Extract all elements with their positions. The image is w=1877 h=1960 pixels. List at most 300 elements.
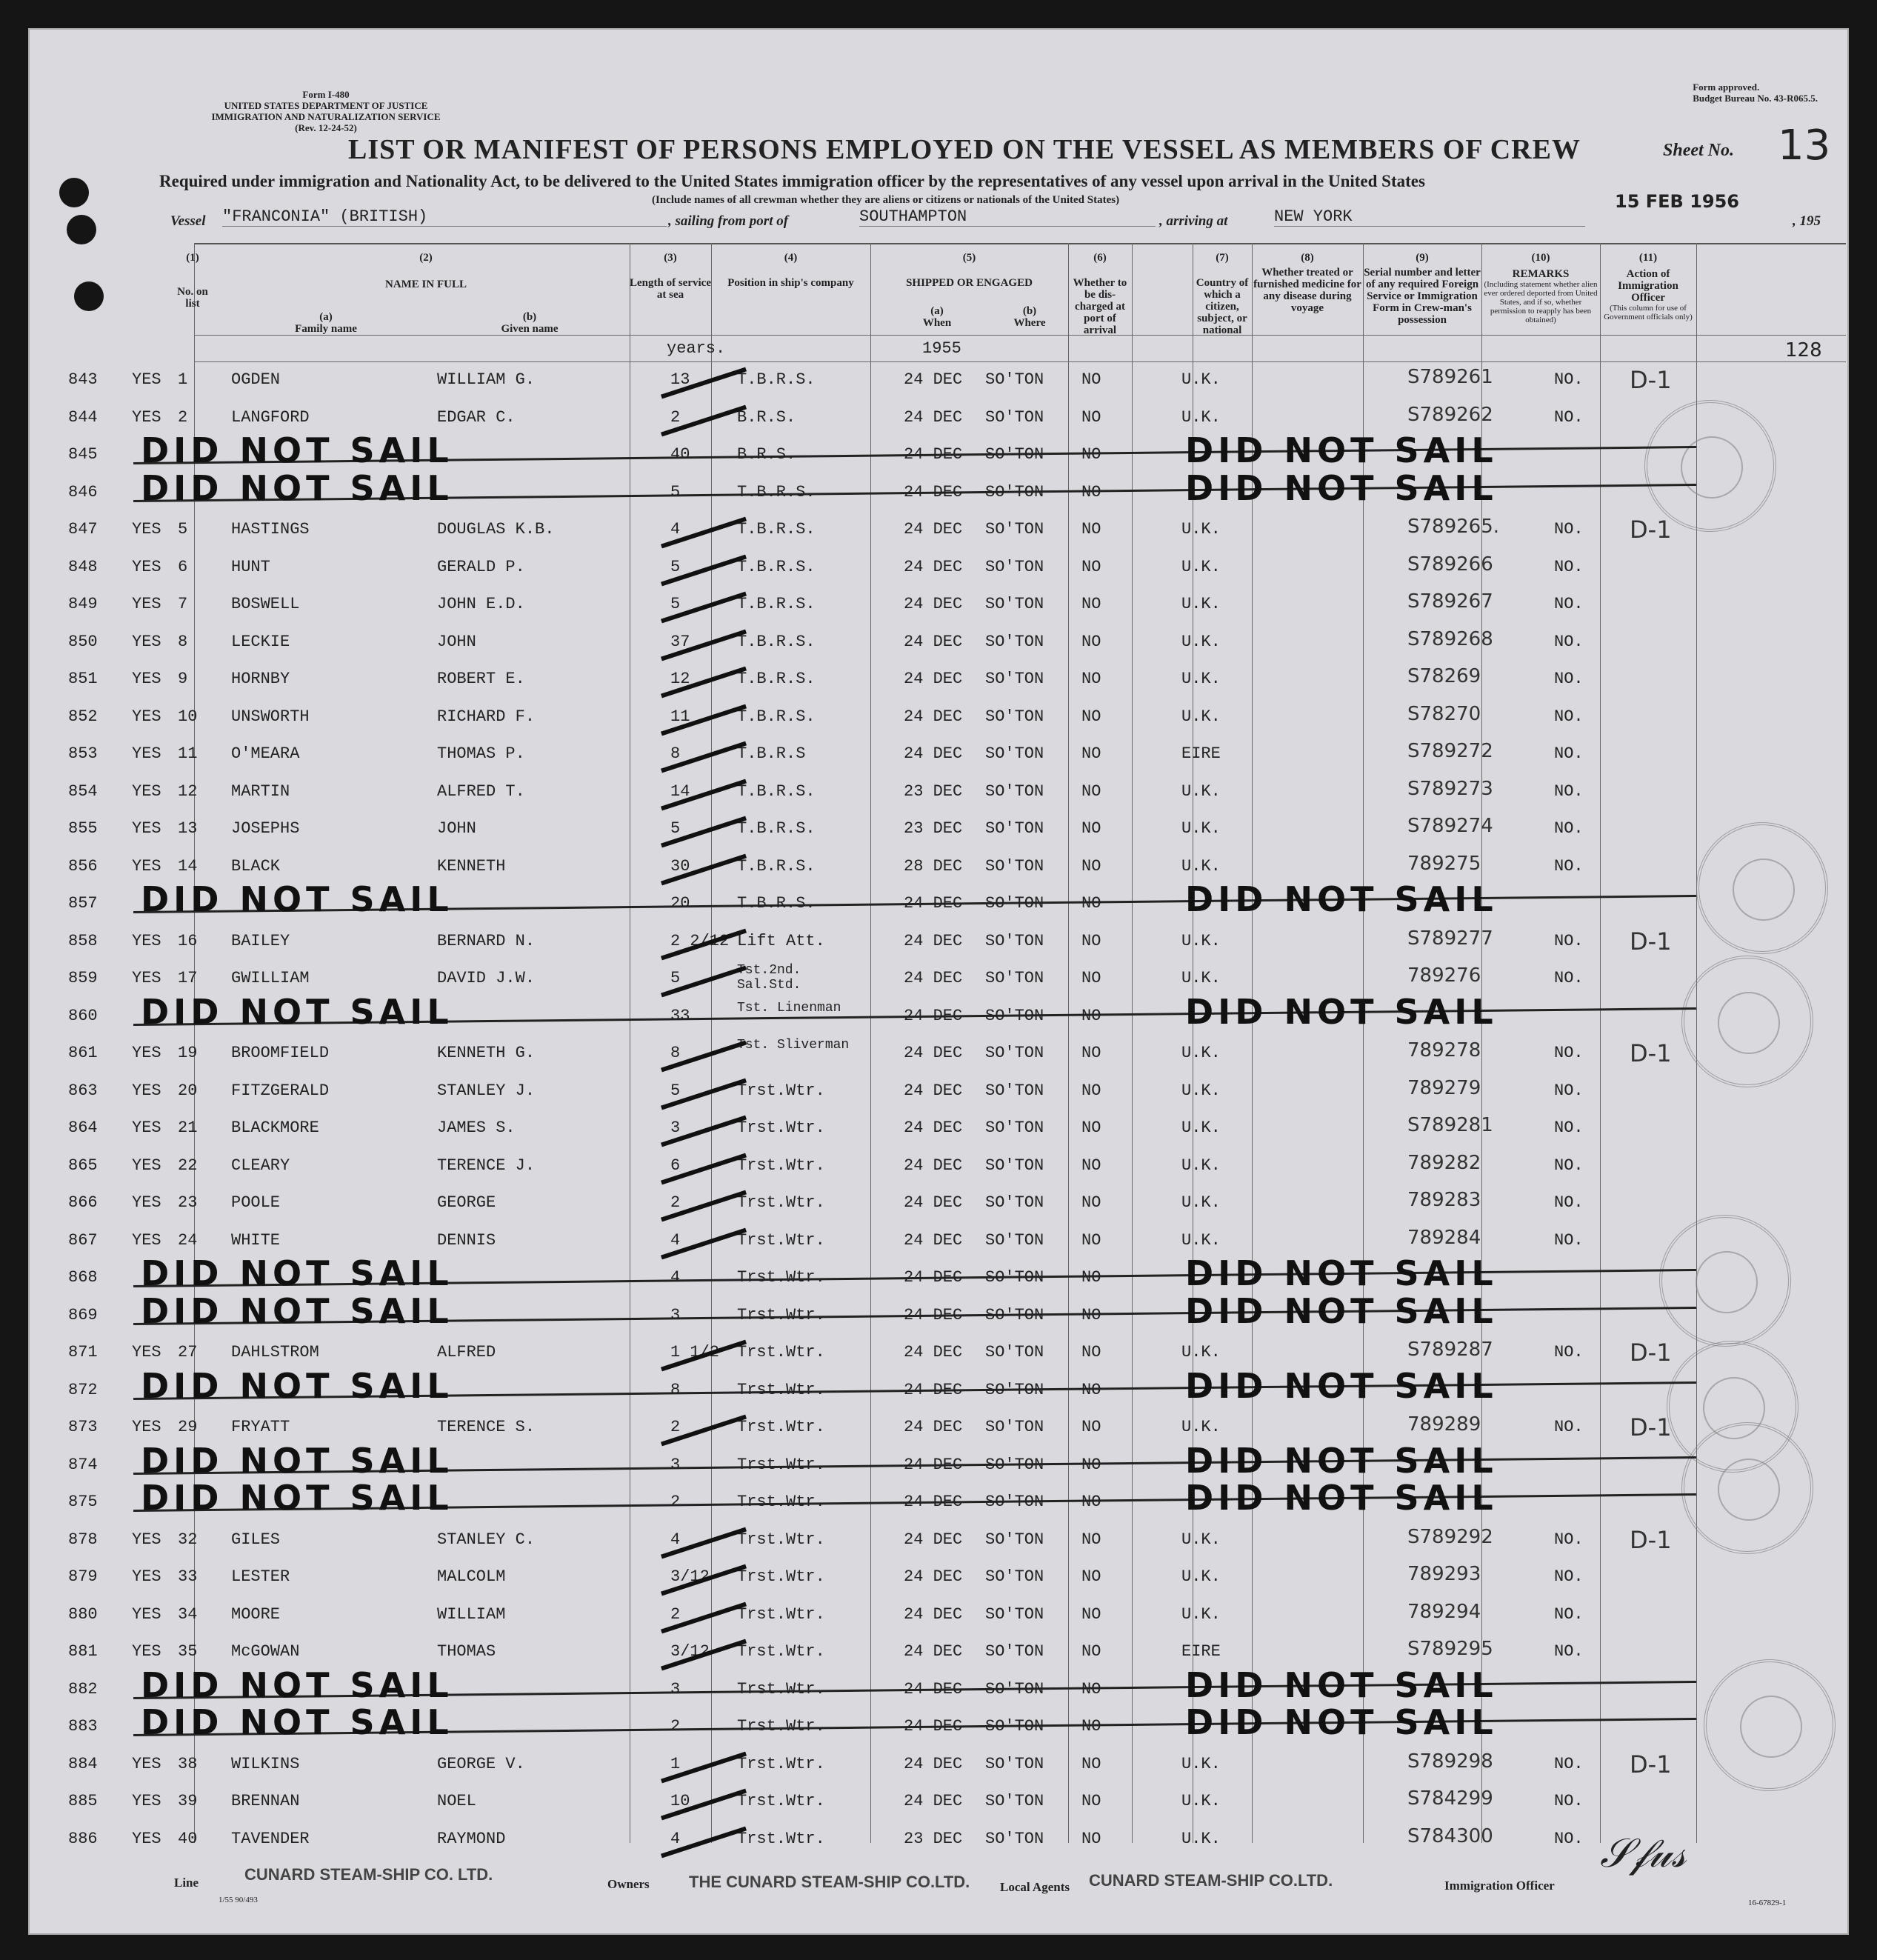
cell-serial: S789287 [1407, 1339, 1493, 1361]
did-not-sail-stamp: DID NOT SAIL [141, 1664, 453, 1705]
table-row [30, 513, 1847, 548]
cell-ref: 867 [68, 1230, 98, 1250]
did-not-sail-stamp: DID NOT SAIL [141, 1365, 453, 1406]
cell-where: SO'TON [985, 1754, 1044, 1773]
cell-serial: 789275 [1407, 852, 1481, 875]
table-row [30, 737, 1847, 773]
cell-remarks: NO. [1554, 781, 1584, 801]
cell-dis: NO [1081, 370, 1101, 389]
cell-family: BROOMFIELD [231, 1044, 330, 1062]
did-not-sail-stamp: DID NOT SAIL [141, 467, 453, 508]
table-row [30, 775, 1847, 810]
table-row [30, 879, 1847, 922]
cell-family: TAVENDER [231, 1829, 310, 1848]
cell-serial: S789281 [1407, 1114, 1493, 1136]
cell-where: SO'TON [985, 1792, 1044, 1810]
local-agents-label: Local Agents [1000, 1880, 1070, 1894]
cell-no: 2 [178, 407, 188, 427]
cell-when: 23 DEC [904, 819, 963, 838]
table-row [30, 1074, 1847, 1110]
cell-given: KENNETH [437, 856, 506, 876]
cell-given: GEORGE [437, 1193, 496, 1212]
cell-yes: YES [132, 557, 161, 576]
cell-pos: T.B.R.S. [737, 370, 816, 389]
cell-when: 23 DEC [904, 781, 963, 801]
table-row [30, 1036, 1847, 1072]
cell-where: SO'TON [985, 1044, 1044, 1062]
cell-when: 24 DEC [904, 1567, 963, 1586]
cell-no: 16 [178, 931, 198, 950]
cell-country: U.K. [1181, 931, 1221, 950]
cell-serial: 789289 [1407, 1413, 1481, 1436]
cell-country: U.K. [1181, 781, 1221, 801]
cell-when: 24 DEC [904, 1679, 963, 1699]
did-not-sail-stamp: DID NOT SAIL [141, 1478, 453, 1518]
cell-where: SO'TON [985, 969, 1044, 987]
cell-country: U.K. [1181, 1119, 1221, 1137]
cell-given: ALFRED T. [437, 781, 525, 801]
cell-when: 24 DEC [904, 445, 963, 464]
cell-serial: S789267 [1407, 590, 1493, 613]
cell-service-length: 11 [670, 707, 690, 726]
cell-remarks: NO. [1554, 557, 1584, 576]
cell-ref: 846 [68, 482, 98, 501]
cell-remarks: NO. [1554, 1754, 1584, 1773]
cell-no: 35 [178, 1642, 198, 1661]
cell-service-length: 5 [670, 482, 681, 501]
cell-remarks: NO. [1554, 707, 1584, 726]
did-not-sail-stamp: DID NOT SAIL [1185, 1664, 1498, 1705]
cell-remarks: NO. [1554, 1642, 1584, 1661]
cell-when: 24 DEC [904, 744, 963, 763]
cell-family: BLACKMORE [231, 1119, 319, 1137]
cell-where: SO'TON [985, 1268, 1044, 1287]
form-revision: (Rev. 12-24-52) [295, 122, 357, 133]
cell-where: SO'TON [985, 781, 1044, 801]
cell-ref: 885 [68, 1792, 98, 1810]
cell-service-length: 5 [670, 595, 681, 613]
cell-remarks: NO. [1554, 1567, 1584, 1586]
cell-yes: YES [132, 670, 161, 688]
cell-given: ALFRED [437, 1343, 496, 1361]
cell-remarks: NO. [1554, 1193, 1584, 1212]
cell-ref: 858 [68, 931, 98, 950]
cell-dis: NO [1081, 781, 1101, 801]
cell-pos: Trst.Wtr. [737, 1754, 825, 1773]
cell-pos: Trst.Wtr. [737, 1081, 825, 1100]
cell-given: MALCOLM [437, 1567, 506, 1586]
cell-no: 38 [178, 1754, 198, 1773]
cell-family: POOLE [231, 1193, 281, 1212]
cell-ref: 849 [68, 595, 98, 613]
cell-ref: 850 [68, 632, 98, 651]
owners-value: THE CUNARD STEAM-SHIP CO.LTD. [689, 1873, 970, 1891]
cell-when: 24 DEC [904, 1493, 963, 1511]
cell-yes: YES [132, 781, 161, 801]
cell-given: STANLEY J. [437, 1081, 536, 1100]
cell-serial: S789277 [1407, 927, 1493, 950]
cell-service-length: 3 [670, 1455, 681, 1474]
form-approved: Form approved. [1693, 81, 1760, 93]
cell-serial: 789284 [1407, 1226, 1481, 1249]
cell-remarks: NO. [1554, 1343, 1584, 1361]
cell-remarks: NO. [1554, 595, 1584, 613]
table-row [30, 1111, 1847, 1147]
cell-officer-action: D-1 [1630, 366, 1672, 394]
col5a-header: (a) When [922, 305, 952, 329]
cell-service-length: 3 [670, 1679, 681, 1699]
cell-serial: 789279 [1407, 1076, 1481, 1099]
did-not-sail-stamp: DID NOT SAIL [1185, 1478, 1498, 1518]
cell-pos: B.R.S. [737, 445, 796, 464]
cell-where: SO'TON [985, 632, 1044, 651]
cell-country: U.K. [1181, 1193, 1221, 1212]
punch-hole [67, 215, 96, 244]
cell-ref: 880 [68, 1604, 98, 1624]
cell-remarks: NO. [1554, 1829, 1584, 1848]
cell-no: 20 [178, 1081, 198, 1100]
cell-yes: YES [132, 1642, 161, 1661]
cell-pos: Trst.Wtr. [737, 1493, 825, 1511]
did-not-sail-stamp: DID NOT SAIL [1185, 991, 1498, 1032]
cell-given: ROBERT E. [437, 670, 525, 688]
cell-remarks: NO. [1554, 407, 1584, 427]
did-not-sail-stamp: DID NOT SAIL [141, 991, 453, 1032]
cell-when: 24 DEC [904, 1230, 963, 1250]
cell-yes: YES [132, 856, 161, 876]
cell-when: 24 DEC [904, 1156, 963, 1175]
table-row [30, 467, 1847, 511]
punch-hole [74, 281, 104, 311]
cell-country: U.K. [1181, 1604, 1221, 1624]
cell-where: SO'TON [985, 1343, 1044, 1361]
header-divider [194, 361, 1846, 362]
arrival-date: 15 FEB 1956 [1615, 191, 1739, 212]
cell-pos: Tst. Sliverman [737, 1038, 850, 1053]
cell-service-length: 8 [670, 744, 681, 763]
cell-dis: NO [1081, 1455, 1101, 1474]
cell-given: JOHN E.D. [437, 595, 525, 613]
cell-remarks: NO. [1554, 520, 1584, 539]
cell-dis: NO [1081, 1119, 1101, 1137]
cell-when: 24 DEC [904, 1081, 963, 1100]
cell-where: SO'TON [985, 1493, 1044, 1511]
cell-country: U.K. [1181, 1156, 1221, 1175]
cell-service-length: 6 [670, 1156, 681, 1175]
cell-service-length: 2 [670, 1418, 681, 1436]
cell-country: U.K. [1181, 595, 1221, 613]
port-from: SOUTHAMPTON [859, 207, 1156, 227]
cell-dis: NO [1081, 407, 1101, 427]
table-row [30, 363, 1847, 399]
cell-officer-action: D-1 [1630, 1525, 1672, 1554]
cell-yes: YES [132, 1604, 161, 1624]
cell-remarks: NO. [1554, 931, 1584, 950]
table-row [30, 1702, 1847, 1745]
cell-where: SO'TON [985, 595, 1044, 613]
cell-family: WILKINS [231, 1754, 300, 1773]
cell-pos: T.B.R.S. [737, 557, 816, 576]
cell-serial: 789276 [1407, 964, 1481, 987]
cell-service-length: 3 [670, 1119, 681, 1137]
cell-ref: 871 [68, 1343, 98, 1361]
cell-when: 24 DEC [904, 931, 963, 950]
cell-where: SO'TON [985, 856, 1044, 876]
cell-country: U.K. [1181, 407, 1221, 427]
cell-service-length: 4 [670, 1829, 681, 1848]
cell-given: JOHN [437, 632, 476, 651]
cell-country: U.K. [1181, 557, 1221, 576]
cell-service-length: 2 [670, 1493, 681, 1511]
cell-serial: 789293 [1407, 1563, 1481, 1585]
line-value: CUNARD STEAM-SHIP CO. LTD. [244, 1865, 493, 1884]
cell-serial: S789273 [1407, 777, 1493, 800]
cell-when: 24 DEC [904, 1268, 963, 1287]
cell-no: 5 [178, 520, 188, 539]
cell-yes: YES [132, 969, 161, 987]
col5-header: (5) SHIPPED OR ENGAGED [906, 252, 1033, 289]
page-title: LIST OR MANIFEST OF PERSONS EMPLOYED ON THE VESSEL AS MEMBERS OF CREW [348, 134, 1581, 165]
cell-pos: Trst.Wtr. [737, 1642, 825, 1661]
cell-where: SO'TON [985, 670, 1044, 688]
cell-given: TERENCE S. [437, 1418, 536, 1436]
table-row [30, 1822, 1847, 1858]
cell-given: GERALD P. [437, 557, 525, 576]
vessel-name: "FRANCONIA" (BRITISH) [222, 207, 667, 227]
cell-dis: NO [1081, 1044, 1101, 1062]
cell-dis: NO [1081, 595, 1101, 613]
col1-header: (1) No. on list [177, 252, 208, 310]
cell-pos: Trst.Wtr. [737, 1268, 825, 1287]
cell-where: SO'TON [985, 1230, 1044, 1250]
did-not-sail-stamp: DID NOT SAIL [1185, 1365, 1498, 1406]
form-subnote: (Include names of all crewman whether they are aliens or citizens or nationals of the United States) [652, 194, 1120, 206]
cell-family: O'MEARA [231, 744, 300, 763]
cell-no: 7 [178, 595, 188, 613]
cell-yes: YES [132, 931, 161, 950]
cell-ref: 878 [68, 1530, 98, 1549]
cell-service-length: 4 [670, 1530, 681, 1549]
cell-when: 24 DEC [904, 1305, 963, 1324]
table-row [30, 1290, 1847, 1334]
cell-family: LESTER [231, 1567, 290, 1586]
cell-country: U.K. [1181, 370, 1221, 389]
table-row [30, 991, 1847, 1035]
cell-pos: Trst.Wtr. [737, 1604, 825, 1624]
cell-where: SO'TON [985, 1679, 1044, 1699]
cell-no: 19 [178, 1044, 198, 1062]
cell-dis: NO [1081, 707, 1101, 726]
cell-dis: NO [1081, 1305, 1101, 1324]
cell-where: SO'TON [985, 407, 1044, 427]
cell-when: 24 DEC [904, 1455, 963, 1474]
cell-yes: YES [132, 1829, 161, 1848]
cell-pos: B.R.S. [737, 407, 796, 427]
local-agents-value: CUNARD STEAM-SHIP CO.LTD. [1089, 1871, 1333, 1890]
table-row [30, 1365, 1847, 1409]
cell-where: SO'TON [985, 1119, 1044, 1137]
cell-officer-action: D-1 [1630, 927, 1672, 956]
cell-when: 24 DEC [904, 557, 963, 576]
cell-no: 10 [178, 707, 198, 726]
table-row [30, 1560, 1847, 1596]
cell-pos: T.B.R.S. [737, 819, 816, 838]
cell-yes: YES [132, 744, 161, 763]
cell-when: 24 DEC [904, 670, 963, 688]
manifest-sheet [28, 28, 1849, 1935]
cell-yes: YES [132, 1567, 161, 1586]
sheet-number: 13 [1778, 121, 1831, 170]
cell-where: SO'TON [985, 370, 1044, 389]
cell-yes: YES [132, 1044, 161, 1062]
cell-dis: NO [1081, 1343, 1101, 1361]
cell-no: 11 [178, 744, 198, 763]
cell-no: 29 [178, 1418, 198, 1436]
cell-service-length: 2 [670, 1193, 681, 1212]
form-subtitle: Required under immigration and Nationality Act, to be delivered to the United States immigration officer by the representatives of any vessel upon arrival in the United States [159, 172, 1425, 190]
cell-pos: Trst.Wtr. [737, 1418, 825, 1436]
cell-yes: YES [132, 520, 161, 539]
cell-when: 28 DEC [904, 856, 963, 876]
cell-remarks: NO. [1554, 856, 1584, 876]
cell-dis: NO [1081, 1792, 1101, 1810]
cell-given: DOUGLAS K.B. [437, 520, 555, 539]
owners-label: Owners [607, 1877, 650, 1891]
cell-when: 24 DEC [904, 969, 963, 987]
cell-serial: S78269 [1407, 665, 1481, 687]
cell-service-length: 10 [670, 1792, 690, 1810]
cell-pos: Tst. Linenman [737, 1000, 841, 1016]
cell-where: SO'TON [985, 1455, 1044, 1474]
did-not-sail-stamp: DID NOT SAIL [141, 1253, 453, 1293]
did-not-sail-stamp: DID NOT SAIL [1185, 879, 1498, 919]
cell-where: SO'TON [985, 1006, 1044, 1025]
cell-dis: NO [1081, 1717, 1101, 1736]
did-not-sail-stamp: DID NOT SAIL [141, 879, 453, 919]
cell-family: MOORE [231, 1604, 281, 1624]
cell-officer-action: D-1 [1630, 516, 1672, 544]
cell-when: 24 DEC [904, 520, 963, 539]
cell-country: U.K. [1181, 1567, 1221, 1586]
cell-yes: YES [132, 1343, 161, 1361]
cell-family: GILES [231, 1530, 281, 1549]
cell-when: 24 DEC [904, 482, 963, 501]
cell-when: 24 DEC [904, 1193, 963, 1212]
cell-where: SO'TON [985, 707, 1044, 726]
cell-family: FITZGERALD [231, 1081, 330, 1100]
cell-serial: S789292 [1407, 1525, 1493, 1548]
cell-pos: Trst.Wtr. [737, 1530, 825, 1549]
cell-yes: YES [132, 1081, 161, 1100]
vessel-label: Vessel [170, 213, 206, 229]
cell-when: 24 DEC [904, 1642, 963, 1661]
cell-service-length: 37 [670, 632, 690, 651]
cell-remarks: NO. [1554, 969, 1584, 987]
col2a-header: (a) Family name [295, 311, 357, 335]
did-not-sail-stamp: DID NOT SAIL [141, 1440, 453, 1481]
cell-yes: YES [132, 370, 161, 389]
cell-pos: Trst.Wtr. [737, 1380, 825, 1399]
col5b-header: (b) Where [1013, 305, 1046, 329]
cell-country: U.K. [1181, 1044, 1221, 1062]
cell-service-length: 1 [670, 1754, 681, 1773]
sheet-number-label: Sheet No. [1663, 141, 1734, 160]
cell-no: 40 [178, 1829, 198, 1848]
cell-where: SO'TON [985, 1305, 1044, 1324]
cell-country: U.K. [1181, 520, 1221, 539]
cell-country: U.K. [1181, 819, 1221, 838]
cell-dis: NO [1081, 1081, 1101, 1100]
cell-pos: Tst.2nd. Sal.Std. [737, 963, 801, 993]
cell-country: U.K. [1181, 707, 1221, 726]
cell-where: SO'TON [985, 1418, 1044, 1436]
cell-given: DENNIS [437, 1230, 496, 1250]
cell-dis: NO [1081, 1829, 1101, 1848]
cell-where: SO'TON [985, 557, 1044, 576]
cell-pos: Lift Att. [737, 931, 825, 950]
cell-family: BLACK [231, 856, 281, 876]
cell-ref: 884 [68, 1754, 98, 1773]
cell-ref: 852 [68, 707, 98, 726]
table-row [30, 662, 1847, 698]
cell-remarks: NO. [1554, 1044, 1584, 1062]
cell-given: NOEL [437, 1792, 476, 1810]
cell-no: 22 [178, 1156, 198, 1175]
cell-pos: T.B.R.S [737, 744, 806, 763]
cell-ref: 869 [68, 1305, 98, 1324]
form-number: Form I-480 [302, 89, 350, 100]
cell-where: SO'TON [985, 1193, 1044, 1212]
cell-no: 17 [178, 969, 198, 987]
cell-country: EIRE [1181, 1642, 1221, 1661]
cell-pos: T.B.R.S. [737, 482, 816, 501]
cell-given: DAVID J.W. [437, 969, 536, 987]
cell-family: HORNBY [231, 670, 290, 688]
did-not-sail-stamp: DID NOT SAIL [141, 1290, 453, 1331]
cell-no: 9 [178, 670, 188, 688]
cell-ref: 881 [68, 1642, 98, 1661]
cell-country: U.K. [1181, 1792, 1221, 1810]
cell-country: U.K. [1181, 1754, 1221, 1773]
cell-ref: 882 [68, 1679, 98, 1699]
cell-where: SO'TON [985, 1717, 1044, 1736]
cell-country: U.K. [1181, 1418, 1221, 1436]
table-row [30, 550, 1847, 586]
cell-given: STANLEY C. [437, 1530, 536, 1549]
cell-service-length: 3 [670, 1305, 681, 1324]
cell-serial: S789274 [1407, 815, 1493, 837]
cell-serial: S78270 [1407, 702, 1481, 725]
col8-header: (8) Whether treated or furnished medicine for any disease during voyage [1253, 252, 1361, 314]
cell-remarks: NO. [1554, 1418, 1584, 1436]
cell-where: SO'TON [985, 445, 1044, 464]
cell-remarks: NO. [1554, 1156, 1584, 1175]
immigration-officer-label: Immigration Officer [1444, 1879, 1555, 1893]
cell-when: 24 DEC [904, 595, 963, 613]
punch-hole [59, 178, 89, 207]
margin-note: 128 [1785, 339, 1822, 361]
did-not-sail-stamp: DID NOT SAIL [1185, 430, 1498, 470]
cell-yes: YES [132, 632, 161, 651]
cell-service-length: 20 [670, 894, 690, 913]
cell-family: WHITE [231, 1230, 281, 1250]
cell-given: JAMES S. [437, 1119, 516, 1137]
cell-dis: NO [1081, 482, 1101, 501]
cell-country: EIRE [1181, 744, 1221, 763]
cell-given: THOMAS [437, 1642, 496, 1661]
cell-when: 24 DEC [904, 370, 963, 389]
cell-pos: T.B.R.S. [737, 632, 816, 651]
